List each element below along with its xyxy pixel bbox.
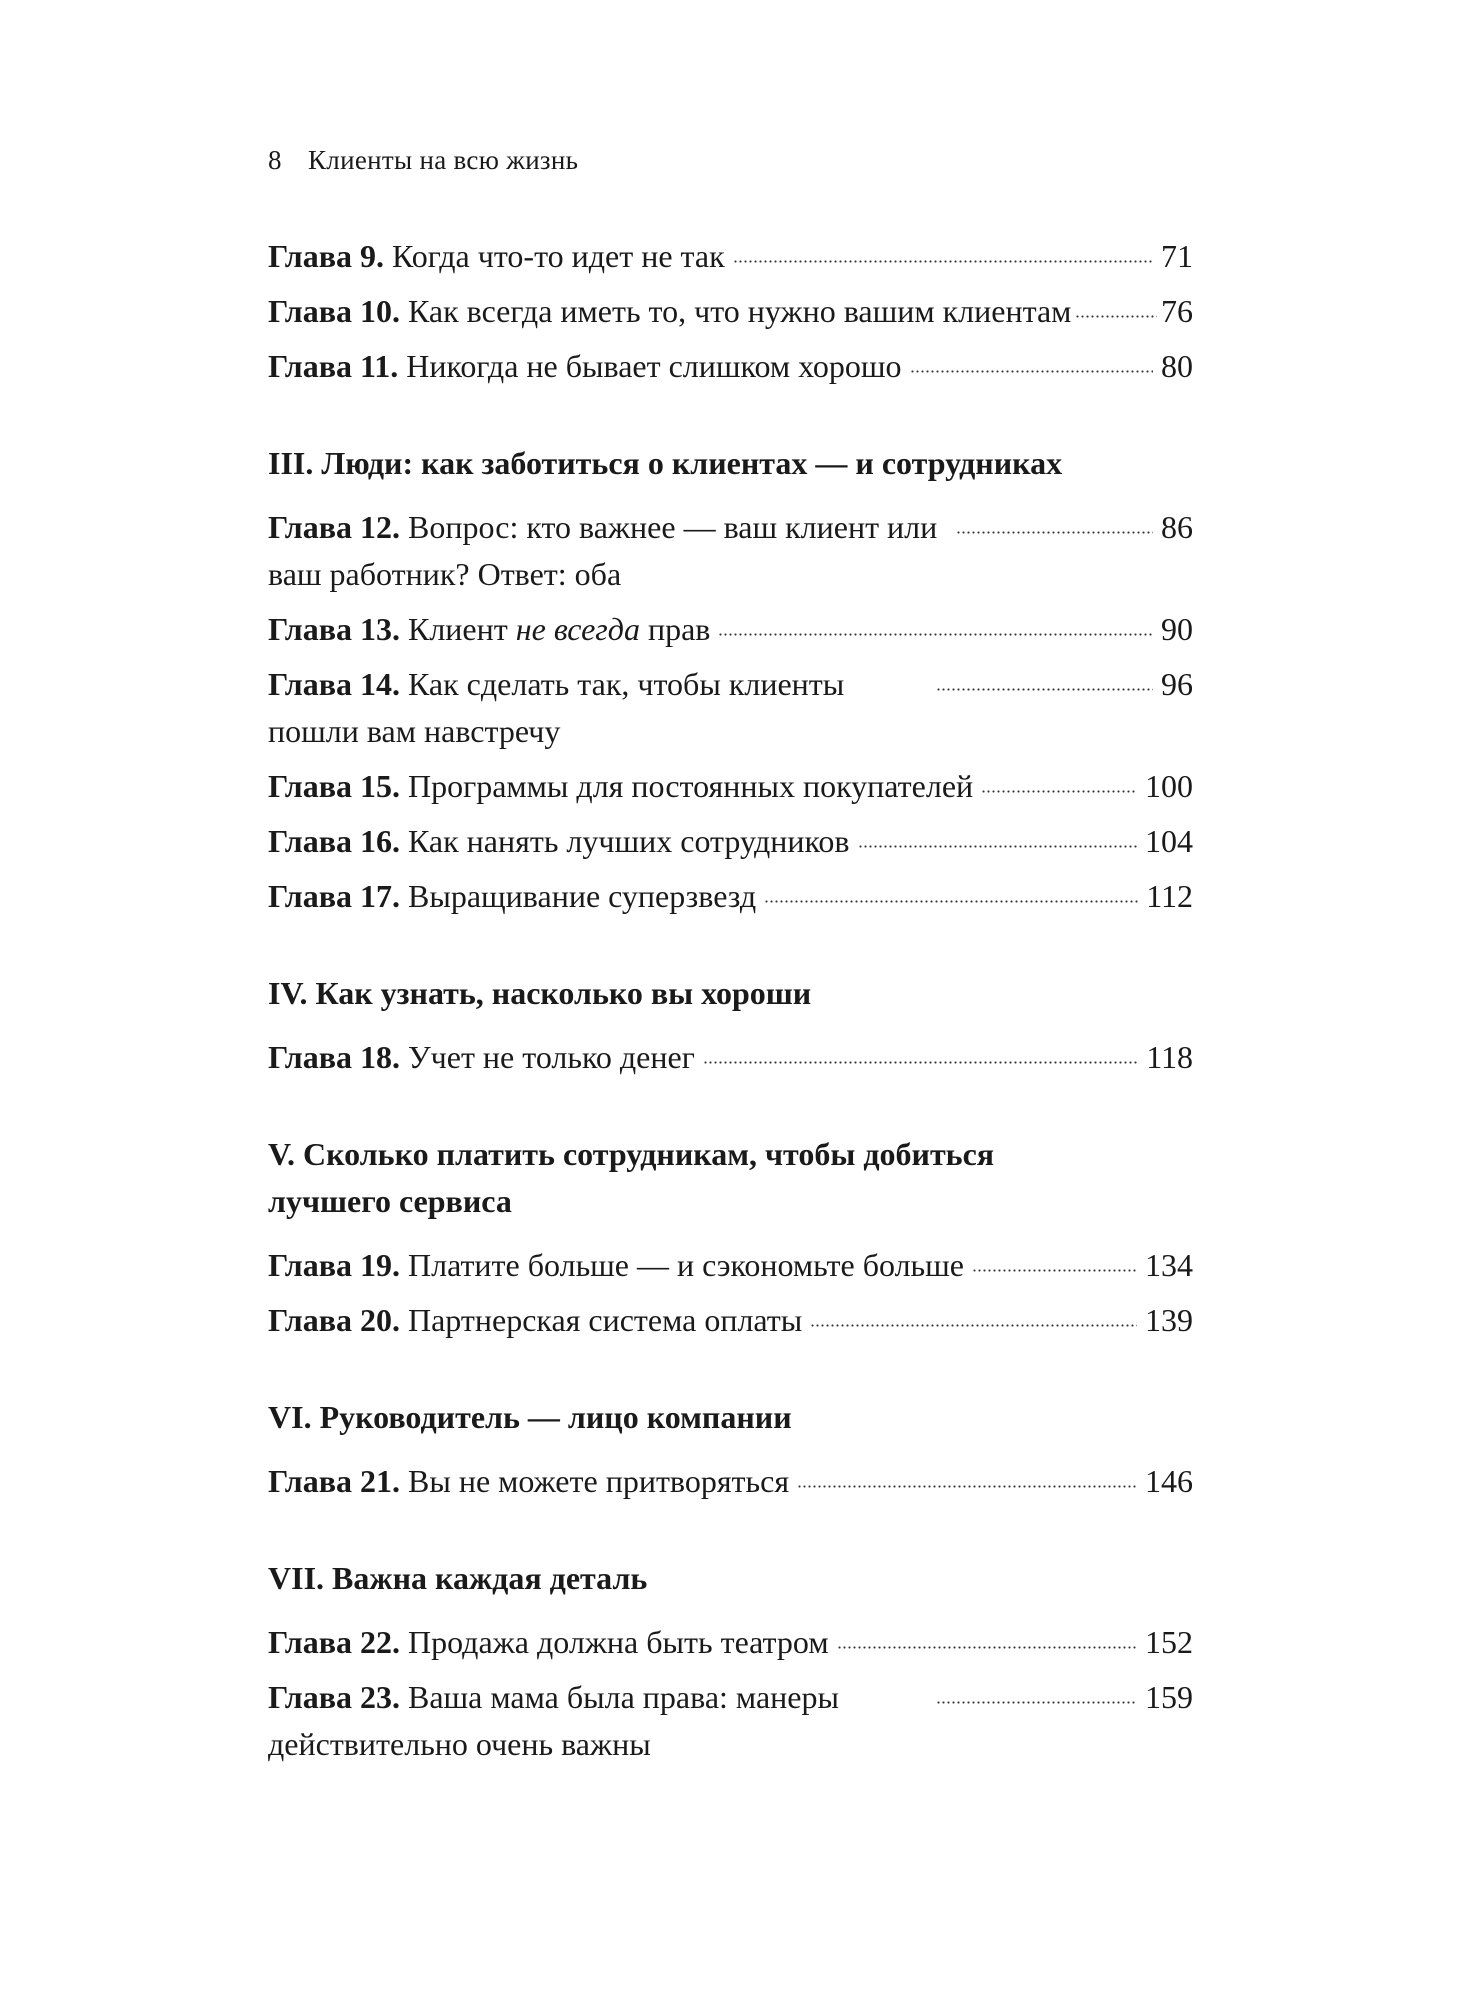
chapter-label: Глава 22. [268,1624,400,1660]
toc-entry-ch18[interactable] [268,1034,1193,1081]
dot-leader [936,661,1153,691]
dot-leader [972,1242,1137,1272]
dot-leader [703,1034,1138,1064]
chapter-label: Глава 9. [268,238,384,274]
part-title: VI. Руководитель — лицо компании [268,1399,792,1435]
toc-entry-ch15[interactable] [268,763,1193,810]
toc-part-3 [268,440,1193,920]
dot-leader [858,818,1137,848]
dot-leader [936,1674,1137,1704]
toc-part-6 [268,1394,1193,1505]
toc-entry-ch21[interactable] [268,1458,1193,1505]
chapter-page: 134 [1145,1247,1193,1283]
chapter-page: 96 [1161,666,1193,702]
chapter-label: Глава 14. [268,666,400,702]
chapter-title-emphasis: не всегда [515,611,640,647]
dot-leader [718,606,1153,636]
chapter-label: Глава 10. [268,293,400,329]
toc-entry-ch10[interactable] [268,288,1193,335]
part-title: IV. Как узнать, насколько вы хороши [268,975,812,1011]
chapter-label: Глава 11. [268,348,399,384]
toc-entry-ch19[interactable] [268,1242,1193,1289]
toc-entry-ch14[interactable] [268,661,1193,755]
chapter-page: 90 [1161,611,1193,647]
dot-leader [837,1619,1137,1649]
chapter-page: 100 [1145,768,1193,804]
dot-leader [764,873,1138,903]
page-number: 8 [268,145,282,175]
dot-leader [981,763,1137,793]
chapter-title: Ваша мама была права: манеры действительно очень важны [268,1679,839,1762]
toc-entry-ch23[interactable] [268,1674,1193,1768]
chapter-label: Глава 17. [268,878,400,914]
chapter-title: Платите больше — и сэкономьте больше [407,1247,964,1283]
chapter-page: 80 [1161,348,1193,384]
chapter-title: Партнерская система оплаты [407,1302,803,1338]
dot-leader [797,1458,1137,1488]
toc-entry-ch17[interactable] [268,873,1193,920]
chapter-page: 146 [1145,1463,1193,1499]
toc-entry-ch12[interactable] [268,504,1193,598]
chapter-title: Программы для постоянных покупателей [407,768,974,804]
toc-section-continued [268,233,1193,390]
chapter-title: Как всегда иметь то, что нужно вашим клиентам [407,293,1072,329]
toc-entry-ch16[interactable] [268,818,1193,865]
toc-entry-ch20[interactable] [268,1297,1193,1344]
chapter-page: 76 [1161,293,1193,329]
chapter-title: Когда что-то идет не так [391,238,725,274]
chapter-label: Глава 23. [268,1679,400,1715]
book-title: Клиенты на всю жизнь [308,145,579,175]
chapter-page: 118 [1146,1039,1193,1075]
chapter-title: Вопрос: кто важнее — ваш клиент или ваш работник? Ответ: оба [268,509,938,592]
toc-entry-ch9[interactable] [268,233,1193,280]
part-title: VII. Важна каждая деталь [268,1560,648,1596]
part-title: III. Люди: как заботиться о клиентах — и сотрудниках [268,445,1063,481]
dot-leader [733,233,1153,263]
chapter-title: Вы не можете притворяться [407,1463,790,1499]
chapter-title: Учет не только денег [407,1039,695,1075]
chapter-label: Глава 20. [268,1302,400,1338]
chapter-page: 104 [1145,823,1193,859]
chapter-label: Глава 21. [268,1463,400,1499]
toc-entry-ch11[interactable] [268,343,1193,390]
chapter-page: 86 [1161,509,1193,545]
chapter-title: Никогда не бывает слишком хорошо [406,348,902,384]
toc-page [268,140,1193,1818]
chapter-page: 112 [1146,878,1193,914]
chapter-label: Глава 12. [268,509,400,545]
dot-leader [956,504,1153,534]
chapter-label: Глава 19. [268,1247,400,1283]
toc-part-4 [268,970,1193,1081]
dot-leader [1075,288,1157,318]
toc-part-7 [268,1555,1193,1768]
running-head [268,140,1193,180]
chapter-label: Глава 13. [268,611,400,647]
chapter-page: 139 [1145,1302,1193,1338]
chapter-page: 152 [1145,1624,1193,1660]
chapter-label: Глава 16. [268,823,400,859]
toc-entry-ch22[interactable] [268,1619,1193,1666]
chapter-title: прав [647,611,711,647]
chapter-label: Глава 18. [268,1039,400,1075]
chapter-title: Как нанять лучших сотрудников [407,823,850,859]
chapter-title: Как сделать так, чтобы клиенты пошли вам навстречу [268,666,845,749]
chapter-title: Клиент [407,611,508,647]
toc-entry-ch13[interactable] [268,606,1193,653]
chapter-page: 159 [1145,1679,1193,1715]
chapter-title: Продажа должна быть театром [407,1624,829,1660]
chapter-page: 71 [1161,238,1193,274]
part-title: V. Сколько платить сотрудникам, чтобы добиться лучшего сервиса [268,1136,995,1219]
toc-part-5 [268,1131,1193,1344]
chapter-title: Выращивание суперзвезд [407,878,757,914]
dot-leader [810,1297,1137,1327]
dot-leader [910,343,1154,373]
chapter-label: Глава 15. [268,768,400,804]
